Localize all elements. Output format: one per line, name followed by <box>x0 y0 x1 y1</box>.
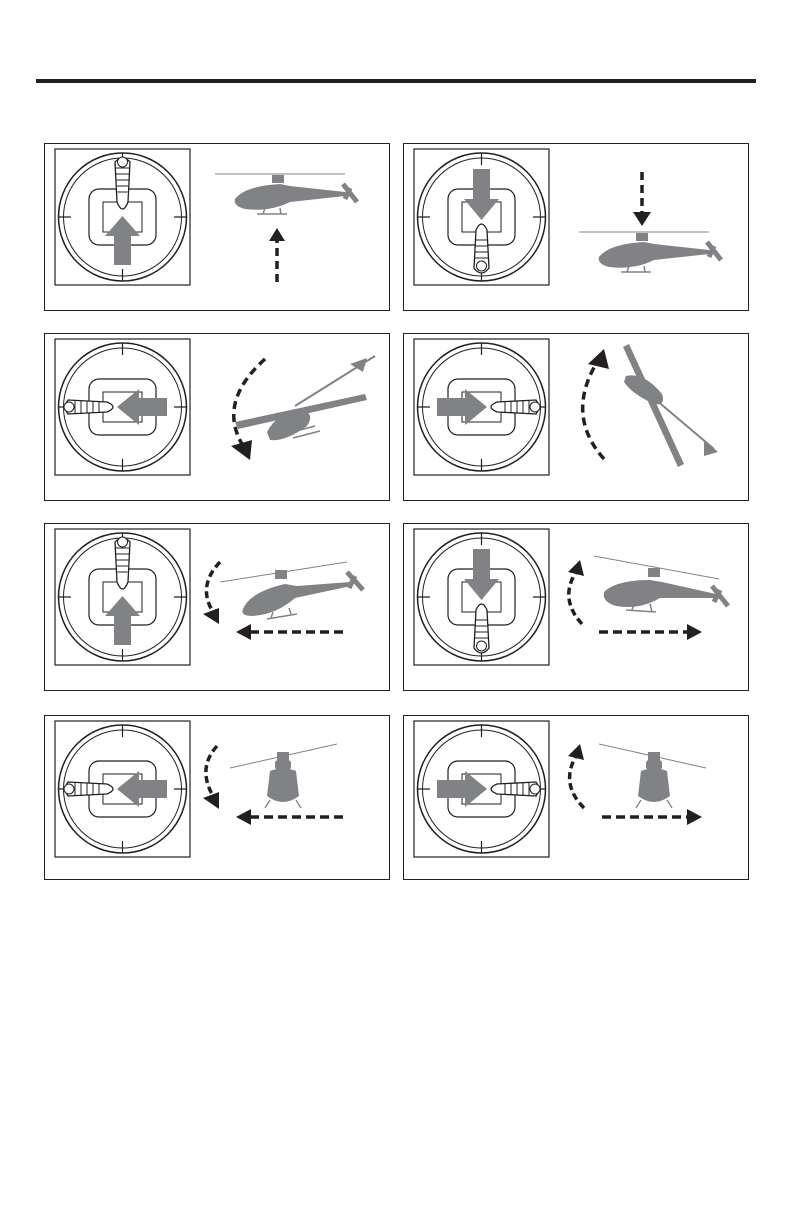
stick-grip-icon <box>115 157 130 209</box>
panel-throttle-down <box>403 143 749 311</box>
tilt-back-dashed-arrow-icon <box>568 560 584 624</box>
panel-throttle-up <box>44 143 390 311</box>
helicopter-side-icon <box>579 232 721 272</box>
stick-grip-icon <box>474 604 489 653</box>
helicopter-front-icon <box>230 744 337 808</box>
curved-dashed-arrow-icon <box>583 349 609 459</box>
panel-pitch-forward-graphic <box>45 524 391 692</box>
helicopter-side-icon <box>215 174 357 214</box>
panel-roll-right-graphic <box>404 716 750 881</box>
stick-grip-icon <box>64 782 113 796</box>
panel-roll-left-graphic <box>45 716 391 881</box>
panel-pitch-back <box>403 523 749 691</box>
panel-yaw-left <box>44 333 390 501</box>
stick-grip-icon <box>491 782 540 796</box>
left-dashed-arrow-icon <box>236 809 343 825</box>
stick-grip-icon <box>115 537 130 589</box>
curved-dashed-arrow-icon <box>231 359 265 460</box>
panel-roll-left <box>44 715 390 880</box>
left-dashed-arrow-icon <box>236 624 343 640</box>
panel-pitch-forward <box>44 523 390 691</box>
stick-grip-icon <box>474 224 489 273</box>
right-dashed-arrow-icon <box>602 809 702 825</box>
panel-yaw-right-graphic <box>404 334 750 502</box>
header-rule <box>36 79 756 83</box>
tilt-forward-dashed-arrow-icon <box>203 562 220 624</box>
panel-yaw-left-graphic <box>45 334 391 502</box>
tilt-forward-dashed-arrow-icon <box>203 746 219 809</box>
stick-grip-icon <box>491 400 540 414</box>
helicopter-pitched-icon <box>220 562 363 619</box>
helicopter-front-icon <box>599 744 706 808</box>
panel-throttle-down-graphic <box>404 144 750 312</box>
tilt-back-dashed-arrow-icon <box>568 744 584 808</box>
helicopter-banked-icon <box>623 344 718 467</box>
right-dashed-arrow-icon <box>599 624 702 640</box>
panel-pitch-back-graphic <box>404 524 750 692</box>
panel-yaw-right <box>403 333 749 501</box>
up-dashed-arrow-icon <box>269 228 285 282</box>
down-dashed-arrow-icon <box>633 172 651 226</box>
stick-grip-icon <box>64 400 113 414</box>
panel-roll-right <box>403 715 749 880</box>
helicopter-pitched-icon <box>594 556 728 612</box>
panel-throttle-up-graphic <box>45 144 391 312</box>
